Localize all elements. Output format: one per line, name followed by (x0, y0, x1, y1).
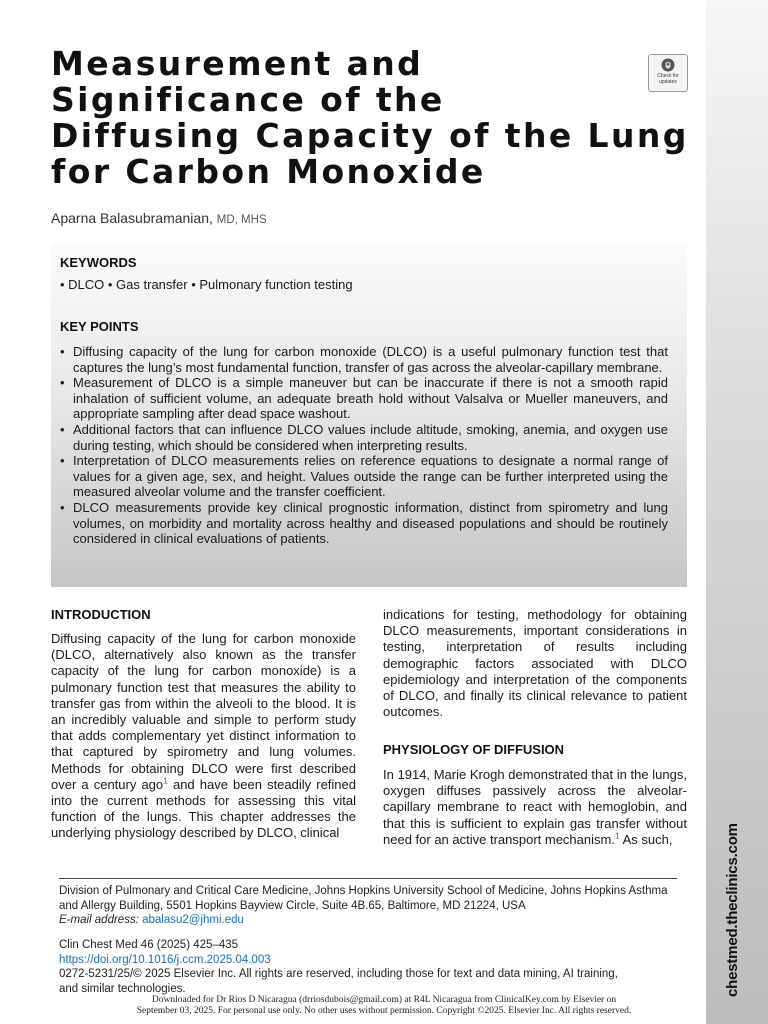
journal-citation: Clin Chest Med 46 (2025) 425–435 (59, 939, 239, 951)
article-title (51, 46, 691, 190)
title-line: Diffusing Capacity of the Lung (51, 116, 689, 155)
key-points-heading: KEY POINTS (60, 319, 139, 334)
citation-block (59, 938, 681, 996)
key-point-item: • Additional factors that can influence DLCO values include altitude, smoking, anemia, and oxygen use during testing, which should be considered when interpreting results. (60, 421, 668, 453)
title-line: for Carbon Monoxide (51, 152, 486, 191)
affiliation (59, 884, 681, 928)
email-label: E-mail address: (59, 914, 139, 926)
check-updates-label: updates (659, 79, 677, 85)
reference-link[interactable]: 1 (163, 775, 168, 786)
title-line: Significance of the (51, 80, 445, 119)
check-updates-label: Check for (657, 73, 679, 79)
key-point-item: • Interpretation of DLCO measurements relies on reference equations to designate a normal range of values for a given age, sex, and height. Values outside the range can be further interpreted using the measured alveolar volume and the transfer coefficient. (60, 453, 668, 500)
author-line (51, 210, 267, 226)
introduction-continuation: indications for testing, methodology for obtaining DLCO measurements, important considerations in testing, interpretation of results including demographic factors associated with DLCO epidemiology and interpretation of the components of DLCO, and finally its clinical relevance to patient outcomes. (383, 607, 687, 720)
author-degrees: MD, MHS (216, 214, 267, 226)
introduction-heading: INTRODUCTION (51, 607, 151, 622)
copyright-line: and similar technologies. (59, 982, 186, 995)
key-points-list (60, 344, 668, 547)
key-point-item: • Diffusing capacity of the lung for carbon monoxide (DLCO) is a useful pulmonary function test that captures the lung’s most fundamental function, transfer of gas across the alveolar-capillary membrane. (60, 344, 668, 375)
physiology-body: In 1914, Marie Krogh demonstrated that in the lungs, oxygen diffuses passively across the alveolar-capillary membrane to react with hemoglobin, and that this is sufficient to explain gas transfer without need for an active transport mechanism.$^1$ As such, (383, 767, 687, 847)
introduction-body: Diffusing capacity of the lung for carbon monoxide (DLCO, alternatively also known as the transfer capacity of the lung for carbon monoxide) is a pulmonary function test that measures the ability to transfer gas from within the alveoli to the blood. It is an incredibly valuable and simple to perform study that adds complementary yet distinct information to that captured by spirometry and lung volumes. Methods for obtaining DLCO were first described over a century ago$^1$ and have been steadily refined into the current methods for assessing this vital function of the lungs. This chapter addresses the underlying physiology described by DLCO, clinical (51, 631, 356, 841)
journal-url[interactable]: chestmed.theclinics.com (724, 823, 741, 997)
physiology-heading: PHYSIOLOGY OF DIFFUSION (383, 742, 565, 757)
title-line: Measurement and (51, 44, 424, 83)
download-footer (0, 995, 768, 1017)
reference-link[interactable]: 1 (614, 830, 620, 841)
footer-line: September 03, 2025. For personal use only. No other uses without permission. Copyright ©2025. Elsevier Inc. All rights reserved. (136, 1006, 632, 1016)
keywords-list: • DLCO • Gas transfer • Pulmonary function testing (60, 277, 353, 292)
key-point-item: • Measurement of DLCO is a simple maneuver but can be inaccurate if there is not a smooth rapid inhalation of sufficient volume, an adequate breath hold without Valsalva or Mueller maneuvers, and appropriate sampling after dead space washout. (60, 375, 668, 422)
copyright-line: 0272-5231/25/© 2025 Elsevier Inc. All rights are reserved, including those for text and data mining, AI training, (59, 968, 618, 980)
footer-line: Downloaded for Dr Rios D Nicaragua (drriosdubois@gmail.com) at R4L Nicaragua from ClinicalKey.com by Elsevier on (151, 995, 617, 1005)
key-point-item: • DLCO measurements provide key clinical prognostic information, distinct from spirometry and lung volumes, on morbidity and mortality across healthy and diseased populations and should be routinely considered in clinical evaluations of patients. (60, 499, 668, 547)
doi-link[interactable]: https://doi.org/10.1016/j.ccm.2025.04.003 (59, 953, 271, 966)
check-for-updates-button[interactable] (648, 54, 688, 92)
check-updates-icon (661, 58, 675, 72)
author-name: Aparna Balasubramanian, (51, 210, 213, 226)
email-link[interactable]: abalasu2@jhmi.edu (142, 914, 244, 926)
affiliation-text: Division of Pulmonary and Critical Care Medicine, Johns Hopkins University School of Medicine, Johns Hopkins Asthma and Allergy Building, 5501 Hopkins Bayview Circle, Suite 4B.65, Baltimore, MD 21224, USA (59, 885, 668, 912)
footnote-divider (59, 878, 677, 879)
keywords-heading: KEYWORDS (60, 255, 137, 270)
